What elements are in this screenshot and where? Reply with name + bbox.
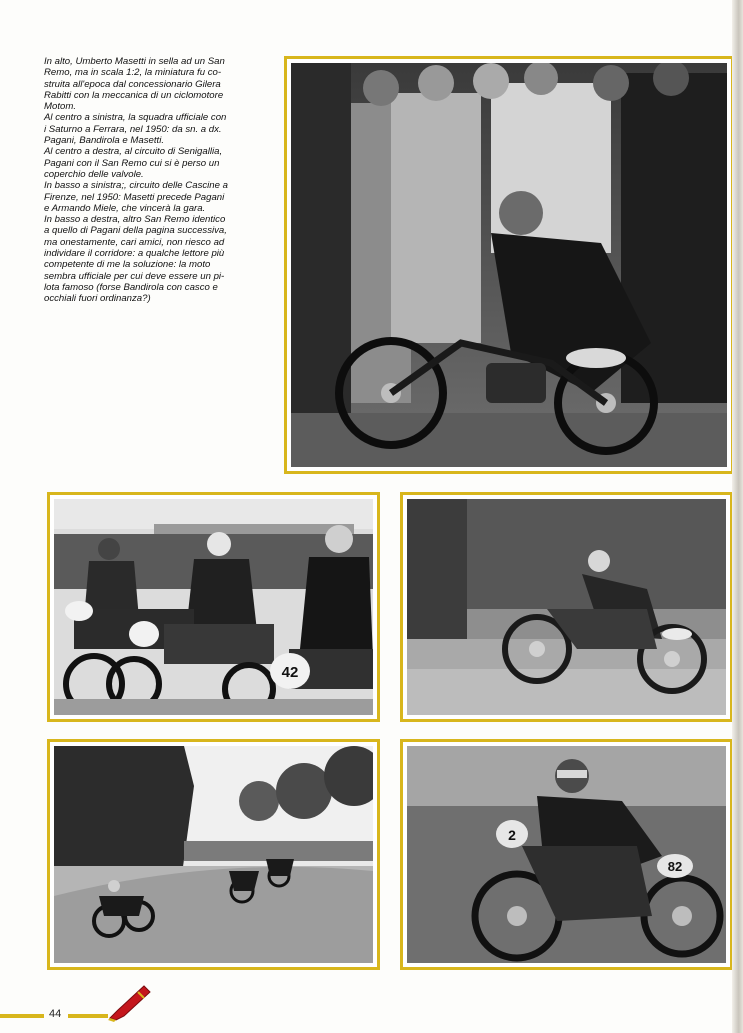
photo-cascine-firenze: [47, 739, 380, 970]
footer-rule-right: [68, 1014, 108, 1018]
photo-pagani-senigallia: [400, 492, 733, 722]
fountain-pen-icon: [104, 982, 154, 1022]
photo-san-remo-rider: [400, 739, 733, 970]
photo-cascine-firenze-image: [54, 746, 373, 963]
photo-san-remo-rider-image: [407, 746, 726, 963]
photo-masetti-miniature: [284, 56, 734, 474]
footer-rule-left: [0, 1014, 44, 1018]
page-number: 44: [49, 1008, 62, 1020]
photo-team-ferrara: [47, 492, 380, 722]
race-number-side: 82: [667, 859, 683, 874]
photo-pagani-senigallia-image: [407, 499, 726, 715]
race-number-42: 42: [281, 664, 299, 681]
photo-team-ferrara-image: [54, 499, 373, 715]
photo-caption-text: In alto, Umberto Masetti in sella ad un San Remo, ma in scala 1:2, la miniatura fu co- struita all'epoca dal concessionario Gilera Rabitti con la meccanica di un ciclomotore Motom. Al centro a sinistra, la squadra ufficiale con i Saturno a Ferrara, nel 1950: da sn. a dx. Pagani, Bandirola e Masetti. Al centro a destra, al circuito di Senigallia, Pagani con il San Remo cui si è perso un coperchio delle valvole. In basso a sinistra;, circuito delle Cascine a Firenze, nel 1950: Masetti precede Pagani e Armando Miele, che vincerà la gara. In basso a destra, altro San Remo identico a quello di Pagani della pagina successiva, ma onestamente, cari amici, non riesco ad individare il corridore: a qualche lettore più competente di me la soluzione: la moto sembra ufficiale per cui deve essere un pi- lota famoso (forse Bandirola con casco e occhiali fuori ordinanza?): [44, 56, 228, 305]
photo-masetti-miniature-image: [291, 63, 727, 467]
page-binding-shadow: [732, 0, 743, 1033]
race-number-front: 2: [508, 827, 516, 843]
